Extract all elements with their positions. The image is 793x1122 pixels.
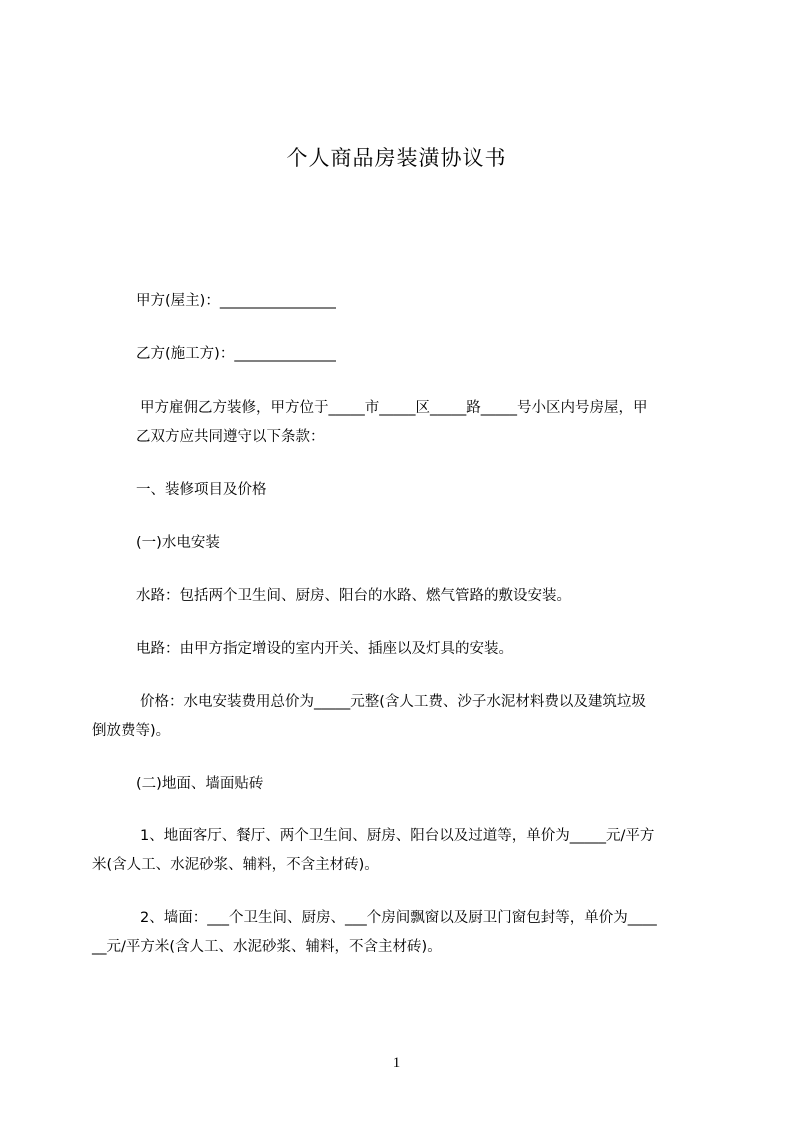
subsection-1-heading: (一)水电安装 [136,535,220,551]
party-a-line: 甲方(屋主)：________________ [136,293,336,309]
item-1-line-2: 米(含人工、水泥砂浆、辅料，不含主材砖)。 [92,857,379,873]
page-number: 1 [392,1055,401,1071]
water-paragraph: 水路：包括两个卫生间、厨房、阳台的水路、燃气管路的敷设安装。 [136,588,571,604]
subsection-2-heading: (二)地面、墙面贴砖 [136,776,264,792]
item-1-line-1: 1、地面客厅、餐厅、两个卫生间、厨房、阳台以及过道等，单价为_____元/平方 [140,828,655,844]
price-line-1: 价格：水电安装费用总价为_____元整(含人工费、沙子水泥材料费以及建筑垃圾 [140,694,646,710]
price-line-2: 倒放费等)。 [92,723,171,739]
section-1-heading: 一、装修项目及价格 [136,482,267,498]
document-title: 个人商品房装潢协议书 [286,146,507,170]
party-b-line: 乙方(施工方)：______________ [136,346,336,362]
intro-line-2: 乙双方应共同遵守以下条款： [136,429,325,445]
item-2-line-2: __元/平方米(含人工、水泥砂浆、辅料，不含主材砖)。 [92,939,442,955]
electric-paragraph: 电路：由甲方指定增设的室内开关、插座以及灯具的安装。 [136,641,513,657]
item-2-line-1: 2、墙面：___个卫生间、厨房、___个房间飘窗以及厨卫门窗包封等，单价为____ [140,910,657,926]
intro-line-1: 甲方雇佣乙方装修，甲方位于_____市_____区_____路_____号小区内号房屋，甲 [140,400,648,416]
